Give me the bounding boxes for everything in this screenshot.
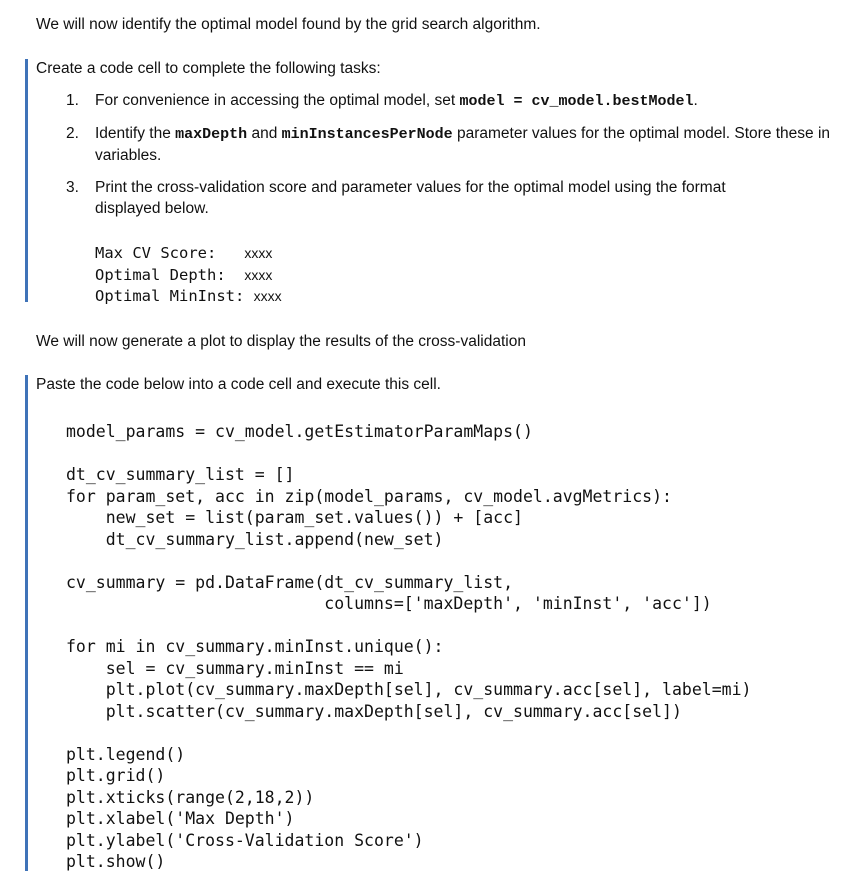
code-heading: Paste the code below into a code cell and execute this cell.: [36, 376, 441, 393]
task-heading: Create a code cell to complete the following tasks:: [36, 60, 381, 77]
task-text: and: [247, 125, 282, 142]
task-text: Identify the: [95, 125, 176, 142]
task-number: 2.: [66, 125, 79, 142]
format-label: Optimal MinInst:: [95, 287, 254, 305]
format-value: xxxx: [244, 266, 273, 283]
task-text: parameter values for the optimal model. Store these in variables.: [95, 125, 831, 164]
task-number: 3.: [66, 179, 79, 196]
format-value: xxxx: [244, 245, 273, 261]
task-number: 1.: [66, 92, 79, 109]
task-code: maxDepth: [175, 126, 248, 143]
task-code: model = cv_model.bestModel: [459, 93, 694, 110]
output-format: [95, 243, 282, 308]
format-label: Optimal Depth:: [95, 265, 245, 284]
task-text: For convenience in accessing the optimal model, set: [95, 92, 460, 109]
format-value: xxxx: [253, 288, 282, 304]
code-snippet: model_params = cv_model.getEstimatorParamMaps() dt_cv_summary_list = [] for param_set, acc in zip(model_params, cv_model.avgMetrics): new_set = list(param_set.values()) + [acc] dt_cv_summary_list.append(new_set) cv_summary = pd.DataFrame(dt_cv_summary_list, columns=['maxDepth', 'minInst', 'acc']) for mi in cv_summary.minInst.unique(): sel = cv_summary.minInst == mi plt.plot(cv_summary.maxDepth[sel], cv_summary.acc[sel], label=mi) plt.scatter(cv_summary.maxDepth[sel], cv_summary.acc[sel]) plt.legend() plt.grid() plt.xticks(range(2,18,2)) plt.xlabel('Max Depth') plt.ylabel('Cross-Validation Score') plt.show(): [66, 422, 752, 871]
format-row: [95, 265, 282, 287]
intro-text: We will now identify the optimal model found by the grid search algorithm.: [36, 16, 541, 33]
task-text: Print the cross-validation score and parameter values for the optimal model using the format displayed below.: [95, 179, 726, 217]
task-text: .: [693, 92, 698, 109]
plot-intro-text: We will now generate a plot to display the results of the cross-validation: [36, 333, 526, 350]
task-code: minInstancesPerNode: [281, 126, 453, 143]
format-row: [95, 243, 282, 265]
format-row: [95, 286, 282, 308]
format-label: Max CV Score:: [95, 244, 245, 262]
